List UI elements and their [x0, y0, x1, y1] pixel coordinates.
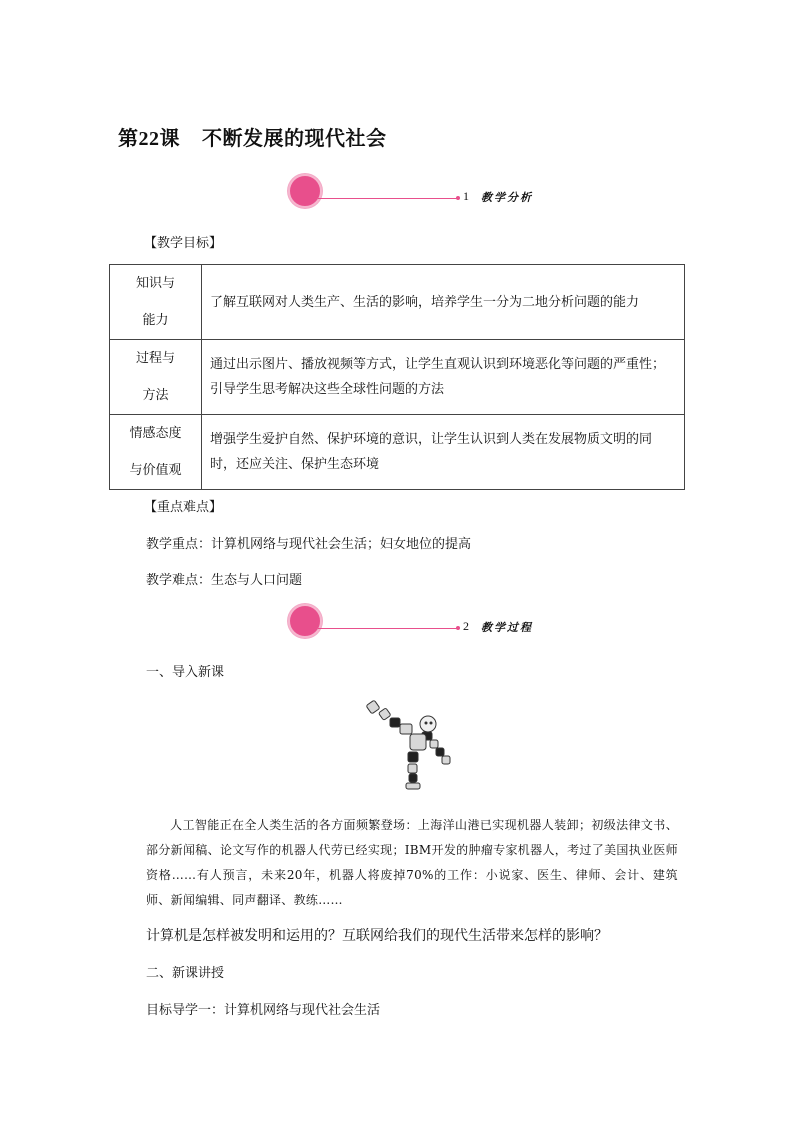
header-dot-icon	[456, 626, 460, 630]
pink-circle-icon	[288, 174, 322, 208]
robot-image	[360, 694, 460, 794]
intro-heading: 一、导入新课	[146, 665, 225, 680]
section-label: 教学分析	[481, 191, 533, 204]
intro-quote: 人工智能正在全人类生活的各方面频繁登场：上海洋山港已实现机器人装卸；初级法律文书、部分新闻稿、论文写作的机器人代劳已经实现；IBM开发的肿瘤专家机器人，考过了美国执业医师资格……有人预言，未来20年，机器人将废掉70%的工作：小说家、医生、律师、会计、建筑师、新闻编辑、同声翻译、教练……	[146, 818, 678, 907]
goal-value: 通过出示图片、播放视频等方式，让学生直观认识到环境恶化等问题的严重性；引导学生思考解决这些全球性问题的方法	[202, 340, 685, 415]
header-dot-icon	[456, 196, 460, 200]
teaching-goals-table	[109, 264, 685, 490]
goal-key: 过程与 方法	[110, 340, 202, 415]
goals-heading: 【教学目标】	[144, 236, 223, 251]
header-line	[318, 628, 458, 629]
key-difficult-heading: 【重点难点】	[144, 500, 223, 515]
goal-one-heading: 目标导学一：计算机网络与现代社会生活	[146, 1003, 381, 1018]
page-title	[118, 122, 387, 151]
goal-value: 了解互联网对人类生产、生活的影响，培养学生一分为二地分析问题的能力	[202, 265, 685, 340]
section-label: 教学过程	[481, 621, 533, 634]
intro-question: 计算机是怎样被发明和运用的？互联网给我们的现代生活带来怎样的影响？	[146, 928, 608, 944]
new-lesson-heading: 二、新课讲授	[146, 966, 225, 981]
section-number: 2	[463, 619, 469, 633]
table-row	[110, 415, 685, 490]
difficult-point-text: 教学难点：生态与人口问题	[146, 573, 303, 588]
key-point-text: 教学重点：计算机网络与现代社会生活；妇女地位的提高	[146, 537, 472, 552]
section-number: 1	[463, 189, 469, 203]
lesson-number: 第22课	[118, 128, 180, 150]
goal-value: 增强学生爱护自然、保护环境的意识，让学生认识到人类在发展物质文明的同时，还应关注、保护生态环境	[202, 415, 685, 490]
pink-circle-icon	[288, 604, 322, 638]
goal-key: 知识与 能力	[110, 265, 202, 340]
section-header-process	[288, 604, 588, 644]
goal-key: 情感态度 与价值观	[110, 415, 202, 490]
table-row	[110, 265, 685, 340]
section-header-analysis	[288, 174, 588, 214]
lesson-name: 不断发展的现代社会	[202, 126, 387, 150]
header-line	[318, 198, 458, 199]
table-row	[110, 340, 685, 415]
